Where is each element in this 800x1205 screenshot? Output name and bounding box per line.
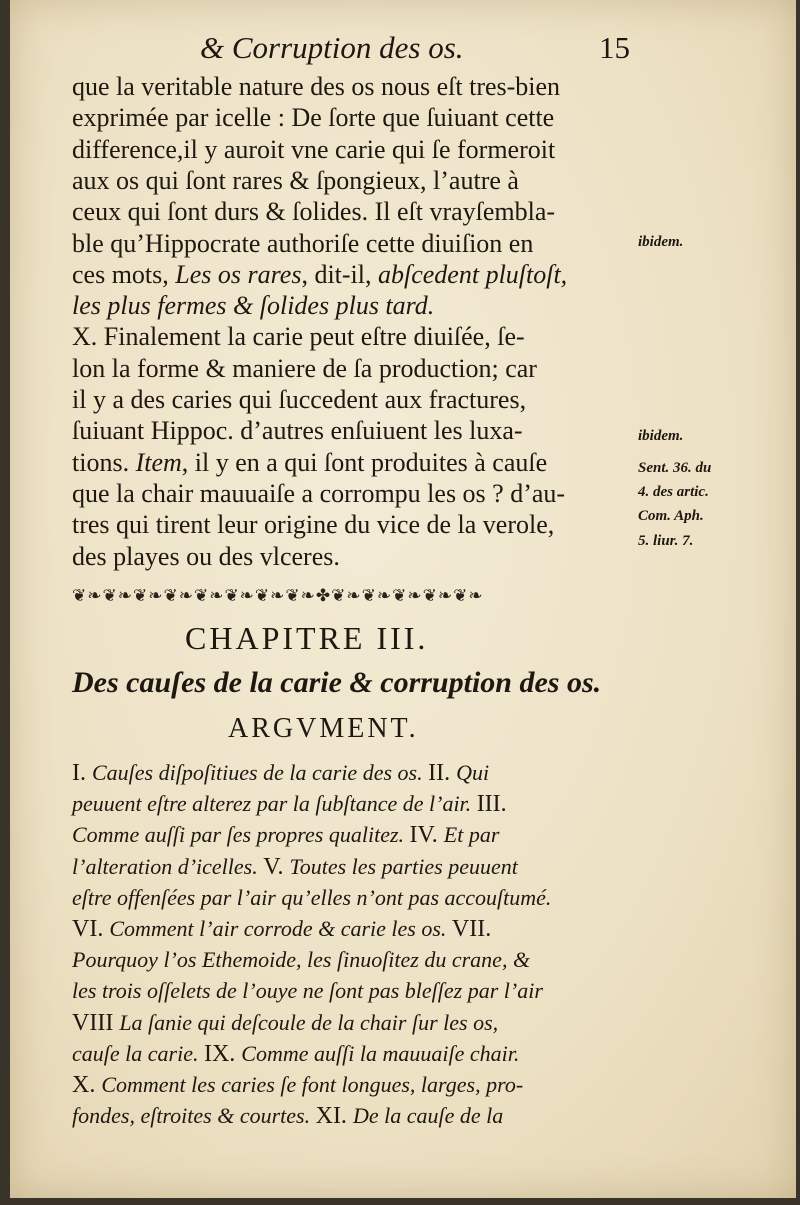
margin-note: 4. des artic. bbox=[638, 484, 709, 500]
text-segment: fondes, eſtroites & courtes. bbox=[72, 1103, 316, 1129]
margin-note: ibidem. bbox=[638, 428, 684, 444]
text-segment: les plus fermes & ſolides plus tard. bbox=[72, 291, 435, 321]
text-segment: tres qui tirent leur origine du vice de la verole, bbox=[72, 510, 555, 540]
text-segment: VI. bbox=[72, 916, 110, 942]
margin-note: Sent. 36. du bbox=[638, 460, 712, 476]
text-segment: lon la forme & maniere de ſa production; car bbox=[72, 353, 537, 383]
text-segment: abſcedent pluſtoſt, bbox=[378, 259, 568, 289]
text-segment: l’alteration d’icelles. bbox=[72, 853, 264, 879]
book-page bbox=[10, 0, 796, 1198]
text-segment: X. bbox=[72, 1072, 102, 1098]
text-segment: exprimée par icelle : De ſorte que ſuiuant cette bbox=[72, 103, 555, 133]
text-line bbox=[72, 945, 530, 975]
text-segment: aux os qui ſont rares & ſpongieux, l’autre à bbox=[72, 165, 519, 195]
text-line bbox=[72, 542, 340, 572]
margin-note: 5. liur. 7. bbox=[638, 533, 694, 549]
text-line bbox=[72, 197, 555, 227]
text-line bbox=[72, 1070, 523, 1100]
text-line bbox=[72, 852, 518, 882]
text-line bbox=[72, 820, 499, 850]
text-segment: X. Finalement la carie peut eſtre diuiſée, ſe- bbox=[72, 322, 525, 352]
text-line bbox=[72, 166, 519, 196]
text-line bbox=[72, 291, 434, 321]
text-segment: ces mots, bbox=[72, 259, 176, 289]
text-line bbox=[72, 354, 537, 384]
text-segment: IX. bbox=[203, 1040, 242, 1067]
text-line bbox=[72, 322, 525, 352]
text-segment: XI. bbox=[315, 1103, 353, 1130]
text-segment: Comment les caries ſe font longues, larges, pro- bbox=[101, 1072, 524, 1097]
text-line bbox=[72, 229, 533, 259]
text-line bbox=[72, 976, 543, 1006]
text-segment: Pourquoy l’os Ethemoide, les ſinuoſitez du crane, & bbox=[72, 947, 531, 973]
text-line bbox=[72, 385, 526, 415]
text-line bbox=[72, 416, 523, 446]
text-line bbox=[72, 1039, 519, 1069]
text-segment: tions. bbox=[72, 447, 136, 477]
text-line bbox=[72, 789, 507, 819]
text-segment: VII. bbox=[451, 916, 492, 942]
text-segment: peuuent eſtre alterez par la ſubſtance de l’air. bbox=[72, 791, 477, 817]
text-segment: Cauſes diſpoſitiues de la carie des os. bbox=[92, 760, 429, 785]
text-segment: La ſanie qui deſcoule de la chair ſur les os, bbox=[119, 1009, 499, 1035]
page-number: 15 bbox=[599, 30, 630, 65]
text-segment: II. bbox=[428, 760, 457, 786]
text-segment: Comme auſſi la mauuaiſe chair. bbox=[241, 1040, 520, 1066]
text-line bbox=[72, 883, 551, 913]
text-segment: que la veritable nature des os nous eſt tres-bien bbox=[72, 72, 561, 101]
text-segment: Qui bbox=[456, 760, 490, 785]
text-line bbox=[72, 479, 565, 509]
text-segment: Comment l’air corrode & carie les os. bbox=[109, 916, 452, 941]
margin-note: ibidem. bbox=[638, 234, 684, 250]
text-segment: cauſe la carie. bbox=[72, 1040, 204, 1066]
running-title: & Corruption des os. bbox=[200, 30, 464, 65]
argument-label: ARGVMENT. bbox=[228, 713, 419, 744]
text-segment: ble qu’Hippocrate authoriſe cette diuiſion en bbox=[72, 228, 534, 258]
text-segment: ceux qui ſont durs & ſolides. Il eſt vrayſembla- bbox=[72, 197, 556, 227]
text-line bbox=[72, 1101, 503, 1131]
chapter-subtitle: Des cauſes de la carie & corruption des os. bbox=[72, 666, 602, 699]
chapter-heading: CHAPITRE III. bbox=[185, 620, 429, 656]
text-line bbox=[72, 510, 554, 540]
text-segment: Item bbox=[135, 447, 182, 477]
text-line bbox=[72, 260, 567, 290]
text-segment: que la chair mauuaiſe a corrompu les os ? d’au- bbox=[72, 478, 566, 508]
text-segment: il y a des caries qui ſuccedent aux fractures, bbox=[72, 385, 527, 414]
text-segment: eſtre offenſées par l’air qu’elles n’ont pas accouſtumé. bbox=[72, 884, 552, 910]
text-segment: des playes ou des vlceres. bbox=[72, 541, 340, 571]
text-line bbox=[72, 1008, 498, 1038]
text-segment: difference,il y auroit vne carie qui ſe formeroit bbox=[72, 134, 556, 164]
text-line bbox=[72, 72, 560, 102]
text-segment: De la cauſe de la bbox=[352, 1103, 504, 1129]
text-segment: V. bbox=[263, 853, 290, 880]
text-segment: III. bbox=[476, 791, 507, 818]
text-line bbox=[72, 758, 489, 788]
text-segment: ſuiuant Hippoc. d’autres enſuiuent les luxa- bbox=[72, 416, 523, 446]
text-line bbox=[72, 135, 555, 165]
text-segment: , dit-il, bbox=[301, 259, 378, 289]
text-line bbox=[72, 448, 547, 478]
text-segment: Et par bbox=[443, 822, 500, 848]
text-segment: Comme auſſi par ſes propres qualitez. bbox=[72, 822, 410, 848]
text-segment: Toutes les parties peuuent bbox=[289, 853, 518, 879]
text-segment: les trois oſſelets de l’ouye ne ſont pas bleſſez par l’air bbox=[72, 978, 543, 1004]
running-header bbox=[200, 28, 640, 68]
margin-note: Com. Aph. bbox=[638, 508, 704, 524]
ornament-band: ❦❧❦❧❦❧❦❧❦❧❦❧❦❧❦❧✤❦❧❦❧❦❧❦❧❦❧ bbox=[72, 586, 484, 606]
text-line bbox=[72, 914, 491, 944]
text-segment: IV. bbox=[409, 822, 444, 849]
text-segment: , il y en a qui ſont produites à cauſe bbox=[181, 447, 548, 477]
text-segment: I. bbox=[72, 760, 92, 786]
text-segment: Les os rares bbox=[175, 259, 302, 289]
text-line bbox=[72, 103, 554, 133]
text-segment: VIII bbox=[72, 1009, 120, 1036]
